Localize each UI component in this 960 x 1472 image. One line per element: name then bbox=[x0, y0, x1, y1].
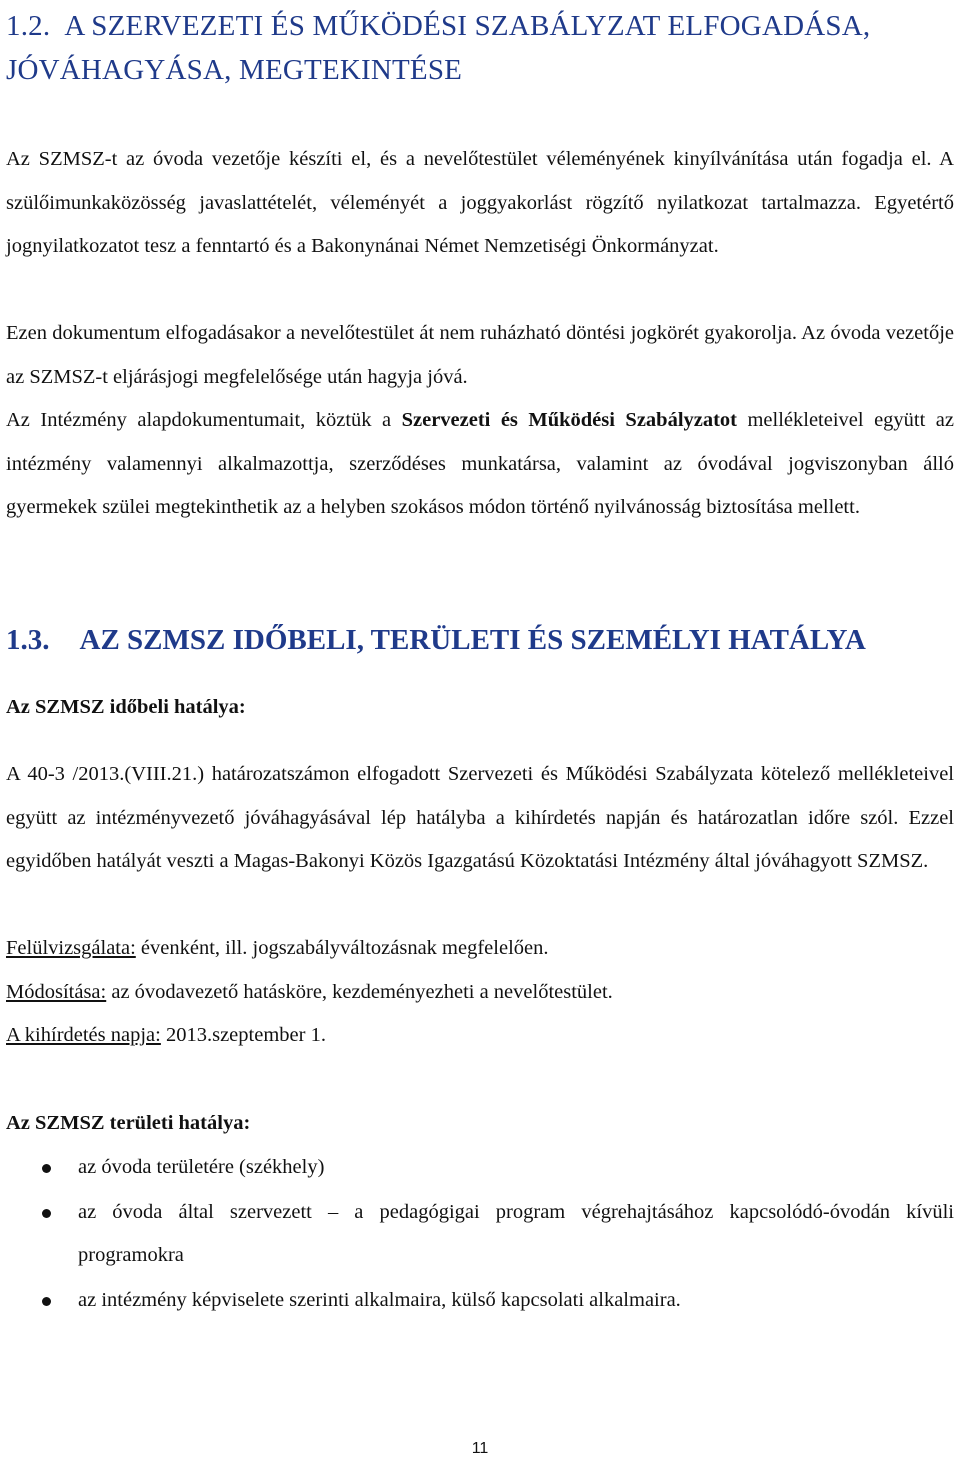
territorial-scope-heading: Az SZMSZ területi hatálya: bbox=[6, 1112, 251, 1134]
bullet-icon bbox=[42, 1164, 51, 1173]
review-value: évenként, ill. jogszabályváltozásnak megfelelően. bbox=[135, 937, 549, 959]
territorial-scope-list bbox=[0, 1146, 954, 1322]
section-title: A SZERVEZETI ÉS MŰKÖDÉSI SZABÁLYZAT ELFOGADÁSA, JÓVÁHAGYÁSA, MEGTEKINTÉSE bbox=[6, 10, 871, 86]
paragraph-access-start: Az Intézmény alapdokumentumait, köztük a bbox=[6, 409, 402, 431]
paragraph-access-end: mellékleteivel együtt az intézmény valamennyi alkalmazottja, szerződéses munkatársa, valamint az óvodával jogviszonyban álló gyermekek szülei megtekinthetik az a helyben szokásos módon történő nyilvánosság biztosítása mellett. bbox=[6, 409, 954, 518]
modify-value: az óvodavezető hatásköre, kezdeményezheti a nevelőtestület. bbox=[106, 981, 613, 1003]
section-number: 1.3. bbox=[6, 624, 50, 656]
bullet-icon bbox=[42, 1297, 51, 1306]
paragraph-access-bold: Szervezeti és Működési Szabályzatot bbox=[401, 409, 738, 431]
paragraph-access bbox=[6, 399, 954, 530]
announce-label: A kihírdetés napja: bbox=[6, 1024, 161, 1046]
announce-line bbox=[6, 1014, 954, 1058]
paragraph-decision-right: Ezen dokumentum elfogadásakor a nevelőtestület át nem ruházható döntési jogkörét gyakorolja. Az óvoda vezetője az SZMSZ-t eljárásjogi megfelelősége után hagyja jóvá. bbox=[6, 322, 954, 388]
time-scope-paragraph: A 40-3 /2013.(VIII.21.) határozatszámon elfogadott Szervezeti és Működési Szabályzata kötelező mellékleteivel együtt az intézményvezető jóváhagyásával lép hatályba a kihírdetés napján és határozatlan időre szól. Ezzel egyidőben hatályát veszti a Magas-Bakonyi Közös Igazgatású Közoktatási Intézmény által jóváhagyott SZMSZ. bbox=[6, 763, 954, 872]
bullet-icon bbox=[42, 1209, 51, 1218]
list-item bbox=[0, 1146, 954, 1190]
section-number: 1.2. bbox=[6, 10, 51, 42]
list-item-text: az intézmény képviselete szerinti alkalmaira, külső kapcsolati alkalmaira. bbox=[78, 1288, 681, 1311]
section-heading-1-2 bbox=[6, 4, 954, 92]
modify-line bbox=[6, 971, 954, 1015]
list-item-text: az óvoda által szervezett – a pedagógigai program végrehajtásához kapcsolódó-óvodán kívüli programokra bbox=[78, 1200, 954, 1266]
paragraph-adoption: Az SZMSZ-t az óvoda vezetője készíti el, és a nevelőtestület véleményének kinyílvánítása után fogadja el. A szülőimunkaközösség javaslattételét, véleményét a joggyakorlást rögzítő nyilatkozat tartalmazza. Egyetértő jognyilatkozatot tesz a fenntartó és a Bakonynánai Német Nemzetiségi Önkormányzat. bbox=[6, 148, 954, 257]
review-line bbox=[6, 927, 954, 971]
section-heading-1-3 bbox=[6, 618, 954, 662]
section-title: AZ SZMSZ IDŐBELI, TERÜLETI ÉS SZEMÉLYI HATÁLYA bbox=[79, 624, 866, 656]
review-label: Felülvizsgálata: bbox=[6, 937, 136, 959]
announce-value: 2013.szeptember 1. bbox=[160, 1024, 326, 1046]
modify-label: Módosítása: bbox=[6, 981, 107, 1003]
list-item-text: az óvoda területére (székhely) bbox=[78, 1156, 325, 1178]
list-item bbox=[0, 1191, 954, 1278]
list-item bbox=[0, 1279, 954, 1323]
page-number: 11 bbox=[471, 1440, 489, 1457]
time-scope-heading: Az SZMSZ időbeli hatálya: bbox=[6, 696, 246, 718]
